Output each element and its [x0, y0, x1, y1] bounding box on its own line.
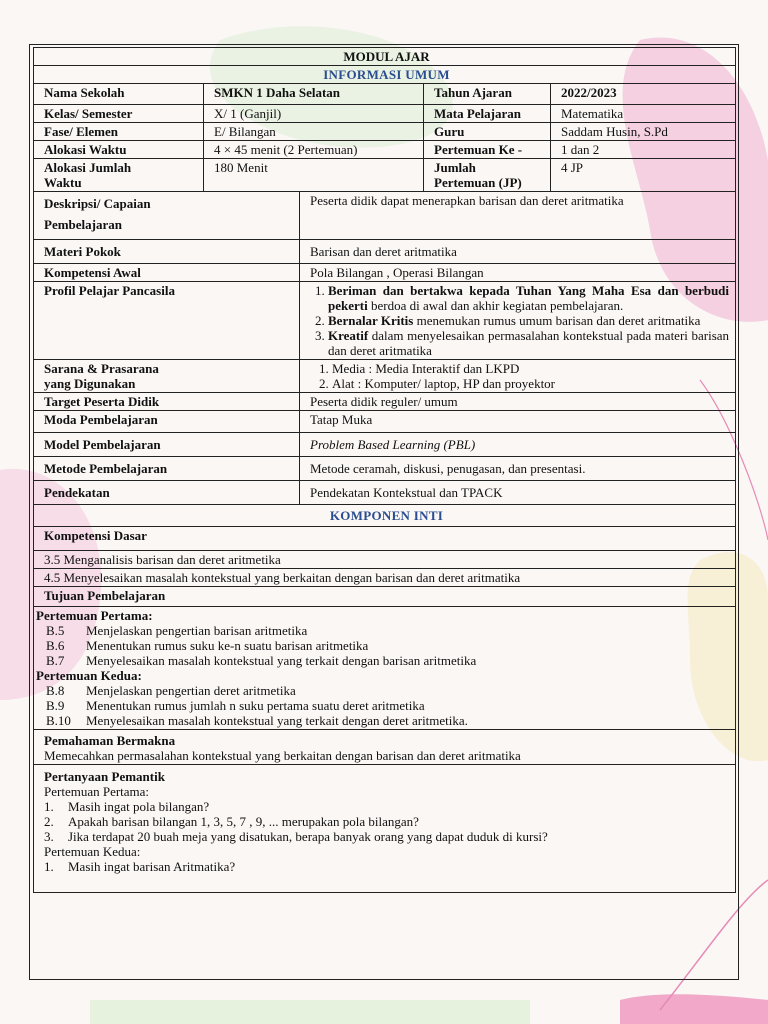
value-kelas: X/ 1 (Ganjil) — [204, 105, 424, 123]
value-deskripsi: Peserta didik dapat menerapkan barisan dan deret aritmatika — [300, 192, 736, 240]
value-alokasi-jumlah: 180 Menit — [204, 159, 424, 192]
label-kompetensi-dasar: Kompetensi Dasar — [34, 527, 736, 551]
pertanyaan-item — [44, 859, 729, 874]
p1-list — [36, 623, 729, 668]
value-target: Peserta didik reguler/ umum — [300, 393, 736, 411]
value-kompetensi-awal: Pola Bilangan , Operasi Bilangan — [300, 264, 736, 282]
value-mapel: Matematika — [551, 105, 736, 123]
p2-label: Pertemuan Kedua: — [36, 668, 142, 683]
tujuan-code: B.6 — [46, 638, 65, 653]
value-jp: 4 JP — [551, 159, 736, 192]
value-alokasi-waktu: 4 × 45 menit (2 Pertemuan) — [204, 141, 424, 159]
label-kelas: Kelas/ Semester — [34, 105, 204, 123]
p1-label: Pertemuan Pertama: — [36, 608, 153, 623]
label-deskripsi-line2: Pembelajaran — [44, 217, 122, 232]
pertanyaan-item — [44, 829, 729, 844]
label-profil: Profil Pelajar Pancasila — [34, 282, 300, 360]
value-pendekatan: Pendekatan Kontekstual dan TPACK — [300, 481, 736, 505]
tujuan-code: B.10 — [46, 713, 71, 728]
label-jp-line2: Pertemuan (JP) — [434, 175, 522, 190]
tujuan-item — [36, 683, 729, 698]
label-nama-sekolah: Nama Sekolah — [34, 84, 204, 105]
pink-blob-bottom-right — [620, 994, 768, 1024]
pertanyaan-text: Masih ingat barisan Aritmatika? — [68, 859, 236, 874]
label-sarana-line2: yang Digunakan — [44, 376, 136, 391]
tujuan-item — [36, 653, 729, 668]
pemahaman-cell — [34, 730, 736, 765]
kd-item-1: 3.5 Menganalisis barisan dan deret aritmetika — [34, 551, 736, 569]
tujuan-text: Menentukan rumus jumlah n suku pertama suatu deret aritmetika — [86, 698, 425, 713]
profil-3-rest: dalam menyelesaikan permasalahan kontekstual pada materi barisan dan deret aritmatika — [328, 328, 730, 358]
label-pendekatan: Pendekatan — [34, 481, 300, 505]
pertanyaan-text: Masih ingat pola bilangan? — [68, 799, 210, 814]
label-pemahaman: Pemahaman Bermakna — [44, 733, 176, 748]
tujuan-text: Menjelaskan pengertian deret aritmetika — [86, 683, 296, 698]
tujuan-item — [36, 698, 729, 713]
tujuan-text: Menjelaskan pengertian barisan aritmetika — [86, 623, 308, 638]
label-sarana — [34, 360, 300, 393]
document-page — [0, 44, 768, 984]
label-tahun-ajaran: Tahun Ajaran — [424, 84, 551, 105]
value-profil — [300, 282, 736, 360]
label-alokasi-jumlah — [34, 159, 204, 192]
doc-title: MODUL AJAR — [34, 48, 736, 66]
pertanyaan-number: 2. — [44, 814, 54, 829]
label-jp — [424, 159, 551, 192]
label-mapel: Mata Pelajaran — [424, 105, 551, 123]
value-guru: Saddam Husin, S.Pd — [551, 123, 736, 141]
tujuan-code: B.7 — [46, 653, 65, 668]
q1-label: Pertemuan Pertama: — [44, 784, 150, 799]
tujuan-code: B.8 — [46, 683, 65, 698]
pertanyaan-number: 3. — [44, 829, 54, 844]
profil-item-3 — [328, 328, 729, 358]
profil-item-1 — [328, 283, 729, 313]
modul-ajar-table — [33, 47, 736, 893]
value-sarana — [300, 360, 736, 393]
label-alokasi-jumlah-line1: Alokasi Jumlah — [44, 160, 132, 175]
tujuan-item — [36, 623, 729, 638]
label-jp-line1: Jumlah — [434, 160, 476, 175]
sarana-item-1: 1. Media : Media Interaktif dan LKPD — [332, 361, 729, 376]
tujuan-code: B.5 — [46, 623, 65, 638]
label-kompetensi-awal: Kompetensi Awal — [34, 264, 300, 282]
q2-label: Pertemuan Kedua: — [44, 844, 141, 859]
kd-item-2: 4.5 Menyelesaikan masalah kontekstual yang berkaitan dengan barisan dan deret aritmatika — [34, 569, 736, 587]
value-pemahaman: Memecahkan permasalahan kontekstual yang berkaitan dengan barisan dan deret aritmatika — [44, 748, 521, 763]
value-tahun-ajaran: 2022/2023 — [551, 84, 736, 105]
profil-2-bold: Bernalar Kritis — [328, 313, 414, 328]
pertanyaan-cell — [34, 765, 736, 893]
tujuan-text: Menentukan rumus suku ke-n suatu barisan aritmetika — [86, 638, 369, 653]
q2-list — [44, 859, 729, 874]
pertanyaan-text: Jika terdapat 20 buah meja yang disatukan, berapa banyak orang yang dapat duduk di kursi? — [68, 829, 548, 844]
label-deskripsi-line1: Deskripsi/ Capaian — [44, 196, 151, 211]
label-pertanyaan: Pertanyaan Pemantik — [44, 769, 165, 784]
value-pertemuan-ke: 1 dan 2 — [551, 141, 736, 159]
profil-1-bold: Beriman dan bertakwa kepada Tuhan Yang Maha Esa dan berbudi pekerti — [328, 283, 730, 313]
tujuan-content — [34, 607, 736, 730]
profil-item-2 — [328, 313, 729, 328]
label-sarana-line1: Sarana & Prasarana — [44, 361, 159, 376]
label-deskripsi — [34, 192, 300, 240]
label-moda: Moda Pembelajaran — [34, 411, 300, 433]
profil-1-rest: berdoa di awal dan akhir kegiatan pembelajaran. — [367, 298, 624, 313]
section-informasi-umum: INFORMASI UMUM — [34, 66, 736, 84]
label-model: Model Pembelajaran — [34, 433, 300, 457]
label-target: Target Peserta Didik — [34, 393, 300, 411]
tujuan-text: Menyelesaikan masalah kontekstual yang terkait dengan barisan aritmetika — [86, 653, 477, 668]
pertanyaan-item — [44, 799, 729, 814]
green-blob-bottom — [90, 1000, 530, 1024]
label-alokasi-waktu: Alokasi Waktu — [34, 141, 204, 159]
value-materi: Barisan dan deret aritmatika — [300, 240, 736, 264]
pertanyaan-number: 1. — [44, 859, 54, 874]
tujuan-item — [36, 638, 729, 653]
sarana-item-2: 2. Alat : Komputer/ laptop, HP dan proyektor — [332, 376, 729, 391]
label-tujuan: Tujuan Pembelajaran — [34, 587, 736, 607]
tujuan-item — [36, 713, 729, 728]
value-model: Problem Based Learning (PBL) — [300, 433, 736, 457]
value-nama-sekolah: SMKN 1 Daha Selatan — [204, 84, 424, 105]
label-fase: Fase/ Elemen — [34, 123, 204, 141]
profil-2-rest: menemukan rumus umum barisan dan deret aritmatika — [413, 313, 701, 328]
label-pertemuan-ke: Pertemuan Ke - — [424, 141, 551, 159]
value-moda: Tatap Muka — [300, 411, 736, 433]
label-materi: Materi Pokok — [34, 240, 300, 264]
profil-3-bold: Kreatif — [328, 328, 369, 343]
pertanyaan-text: Apakah barisan bilangan 1, 3, 5, 7 , 9, ... merupakan pola bilangan? — [68, 814, 419, 829]
section-komponen-inti: KOMPONEN INTI — [34, 505, 736, 527]
tujuan-text: Menyelesaikan masalah kontekstual yang terkait dengan deret aritmetika. — [86, 713, 468, 728]
label-guru: Guru — [424, 123, 551, 141]
profil-list — [310, 283, 729, 358]
value-fase: E/ Bilangan — [204, 123, 424, 141]
pertanyaan-item — [44, 814, 729, 829]
sarana-list — [310, 361, 729, 391]
value-metode: Metode ceramah, diskusi, penugasan, dan presentasi. — [300, 457, 736, 481]
pertanyaan-number: 1. — [44, 799, 54, 814]
label-metode: Metode Pembelajaran — [34, 457, 300, 481]
tujuan-code: B.9 — [46, 698, 65, 713]
p2-list — [36, 683, 729, 728]
label-alokasi-jumlah-line2: Waktu — [44, 175, 82, 190]
q1-list — [44, 799, 729, 844]
